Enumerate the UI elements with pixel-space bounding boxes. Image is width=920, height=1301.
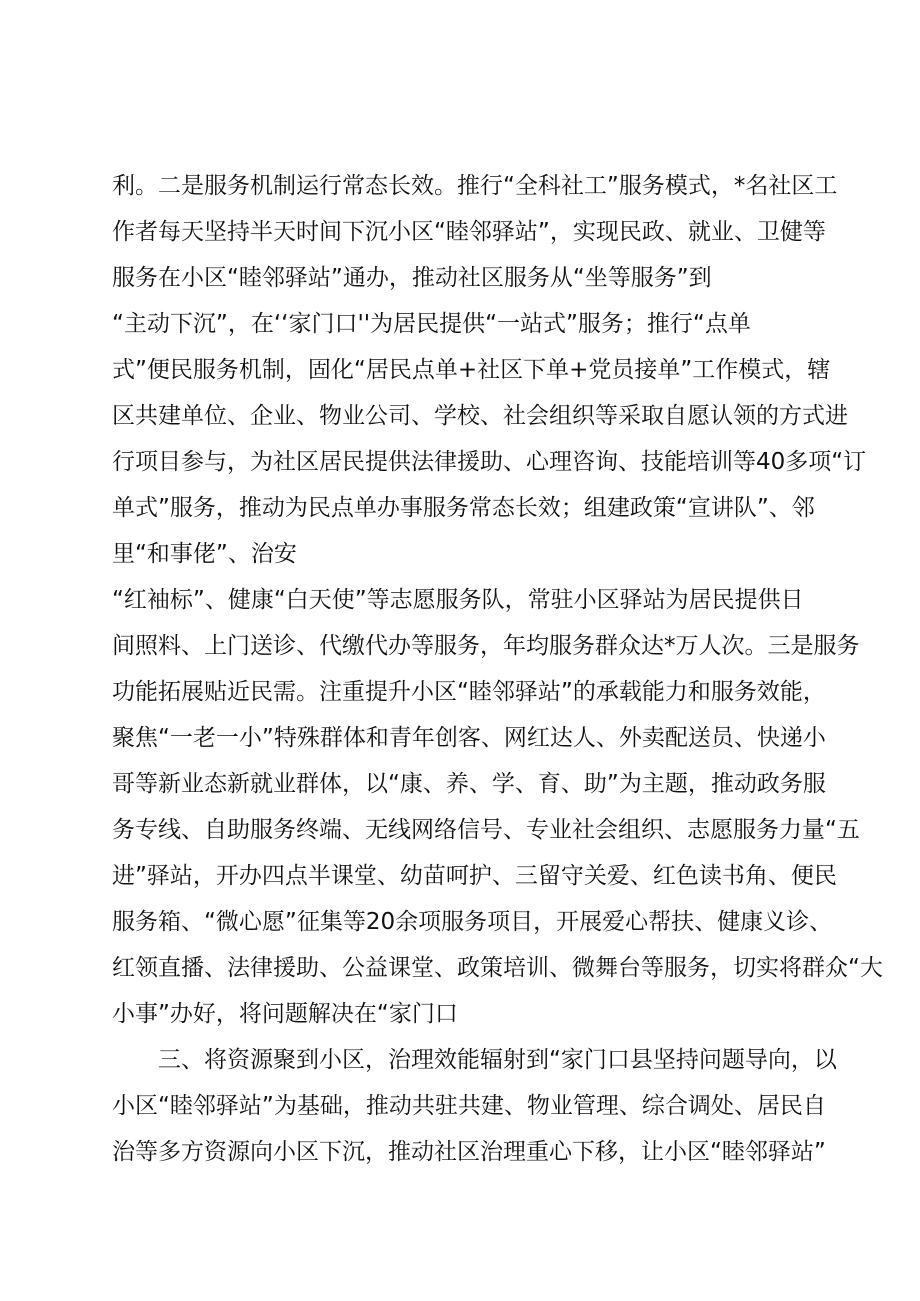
text-line: 服务箱、“微心愿”征集等20余项服务项目，开展爱心帮扶、健康义诊、 — [112, 909, 833, 935]
text-line: 间照料、上门送诊、代缴代办等服务，年均服务群众达*万人次。三是服务 — [112, 633, 860, 659]
text-line: “红袖标”、健康“白天使”等志愿服务队，常驻小区驿站为居民提供日 — [112, 587, 804, 613]
text-line: “主动下沉”，在‘‘家门口''为居民提供“一站式”服务；推行“点单 — [112, 311, 751, 337]
text-line: 红领直播、法律援助、公益课堂、政策培训、微舞台等服务，切实将群众“大 — [112, 955, 883, 981]
text-line: 务专线、自助服务终端、无线网络信号、专业社会组织、志愿服务力量“五 — [112, 817, 860, 843]
text-line: 单式”服务，推动为民点单办事服务常态长效；组建政策“宣讲队”、邻 — [112, 495, 815, 521]
text-line: 进”驿站，开办四点半课堂、幼苗呵护、三留守关爱、红色读书角、便民 — [112, 863, 837, 889]
text-line: 里“和事佬”、治安 — [112, 541, 297, 567]
text-line: 治等多方资源向小区下沉，推动社区治理重心下移，让小区“睦邻驿站” — [112, 1139, 826, 1165]
text-line: 行项目参与，为社区居民提供法律援助、心理咨询、技能培训等40多项“订 — [112, 449, 867, 475]
text-line: 小区“睦邻驿站”为基础，推动共驻共建、物业管理、综合调处、居民自 — [112, 1093, 826, 1119]
text-line: 聚焦“一老一小”特殊群体和青年创客、网红达人、外卖配送员、快递小 — [112, 725, 826, 751]
text-line: 服务在小区“睦邻驿站”通办，推动社区服务从“坐等服务”到 — [112, 265, 712, 291]
text-line: 作者每天坚持半天时间下沉小区“睦邻驿站”，实现民政、就业、卫健等 — [112, 219, 826, 245]
text-line: 小事”办好，将问题解决在“家门口 — [112, 1001, 458, 1027]
text-line: 哥等新业态新就业群体，以“康、养、学、育、助”为主题，推动政务服 — [112, 771, 826, 797]
text-line: 式”便民服务机制，固化“居民点单+社区下单+党员接单”工作模式，辖 — [112, 357, 831, 383]
section-heading-line: 三、将资源聚到小区，治理效能辐射到“家门口县坚持问题导向，以 — [158, 1047, 837, 1073]
text-line: 区共建单位、企业、物业公司、学校、社会组织等采取自愿认领的方式进 — [112, 403, 848, 429]
body-text — [112, 163, 883, 1175]
text-line: 功能拓展贴近民需。注重提升小区“睦邻驿站”的承载能力和服务效能， — [112, 679, 826, 705]
text-line: 利。二是服务机制运行常态长效。推行“全科社工”服务模式，*名社区工 — [112, 173, 838, 199]
